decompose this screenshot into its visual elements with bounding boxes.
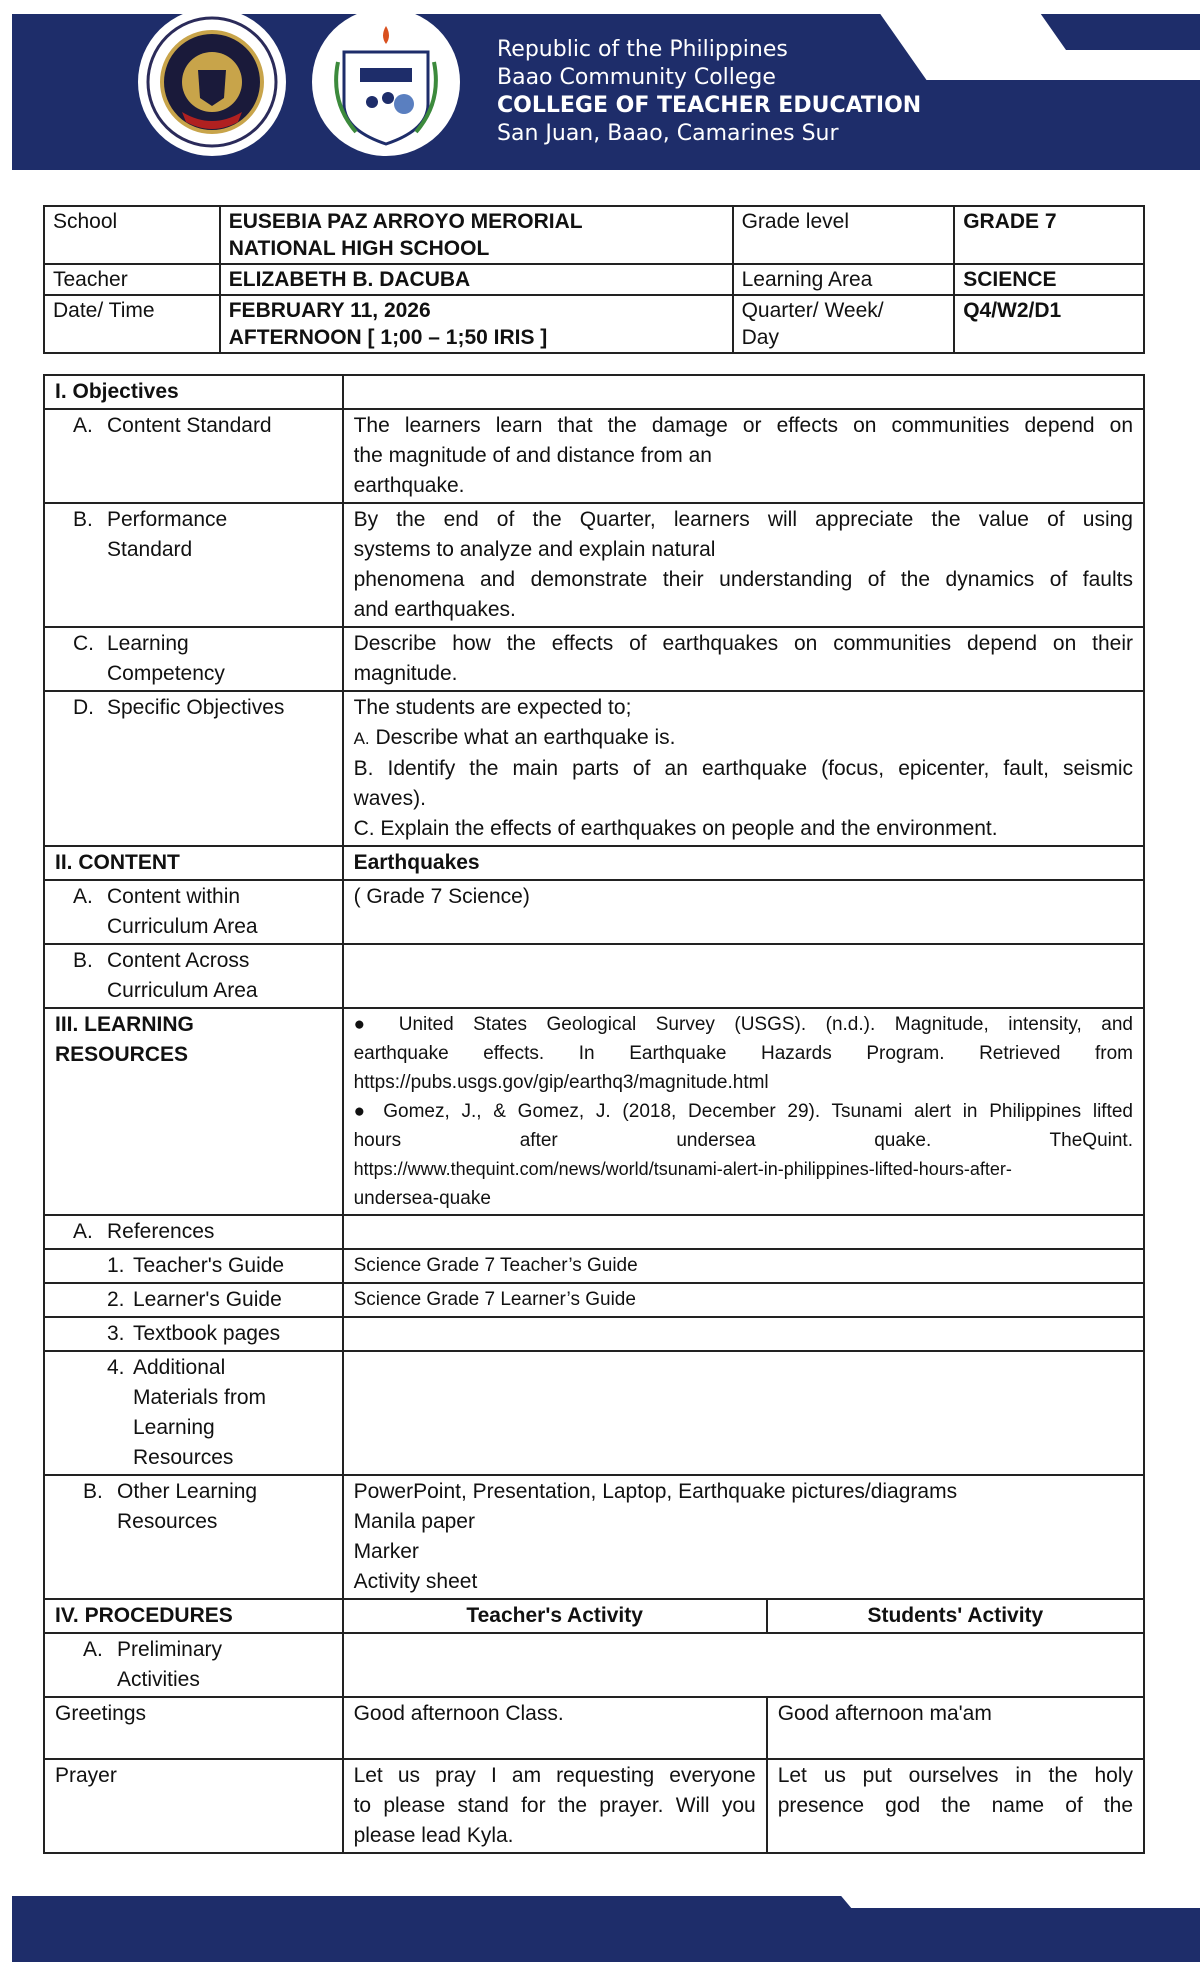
label-line: Resources	[133, 1446, 234, 1469]
item-letter: A.	[73, 1220, 93, 1243]
label-line: Resources	[117, 1510, 218, 1533]
quarter-value: Q4/W2/D1	[954, 295, 1144, 353]
item-label: Specific Objectives	[107, 696, 285, 719]
specific-objectives-text	[343, 691, 1144, 846]
additional-materials-label	[44, 1351, 343, 1475]
text-line: phenomena and demonstrate their understanding of the dynamics of faults	[353, 568, 1133, 591]
procedures-heading: IV. PROCEDURES	[44, 1599, 343, 1633]
content-across-label	[44, 944, 343, 1008]
school-label: School	[44, 206, 220, 264]
label-line: Preliminary	[117, 1638, 223, 1661]
area-label: Learning Area	[733, 264, 955, 295]
institution-heading	[497, 36, 921, 148]
other-resources-label	[44, 1475, 343, 1599]
text-line: systems to analyze and explain natural	[353, 538, 716, 561]
citation-line: earthquake effects. In Earthquake Hazards Program. Retrieved from	[353, 1043, 1133, 1064]
item-letter: B.	[73, 949, 93, 972]
procedures-header-row	[44, 1599, 1144, 1633]
college-of-education-logo	[312, 8, 460, 156]
text-line: the magnitude of and distance from an	[353, 444, 712, 467]
grade-value: GRADE 7	[954, 206, 1144, 264]
item-number: 1.	[107, 1254, 125, 1277]
label-line: Curriculum Area	[107, 915, 258, 938]
teacher-activity-header: Teacher's Activity	[343, 1599, 767, 1633]
item-number: 4.	[107, 1356, 125, 1379]
lesson-plan-table	[43, 374, 1145, 1854]
prayer-teacher	[343, 1759, 767, 1853]
teachers-guide-value: Science Grade 7 Teacher’s Guide	[343, 1249, 1144, 1283]
learners-guide-label	[44, 1283, 343, 1317]
learning-competency-row	[44, 627, 1144, 691]
learners-guide-row	[44, 1283, 1144, 1317]
learning-resources-heading	[44, 1008, 343, 1215]
item-letter: A.	[73, 885, 93, 908]
content-standard-text	[343, 409, 1144, 503]
label-line: Standard	[107, 538, 193, 561]
item-label	[107, 505, 227, 565]
specific-objectives-row	[44, 691, 1144, 846]
footer-accent	[833, 1896, 1200, 1908]
college-name-line: Baao Community College	[497, 65, 776, 90]
label-line: Performance	[107, 508, 228, 531]
label-line: Content within	[107, 885, 241, 908]
teachers-guide-label	[44, 1249, 343, 1283]
item-letter: B.	[73, 508, 93, 531]
label-line: Materials from	[133, 1386, 267, 1409]
quarter-label-line: Day	[741, 326, 779, 349]
item-label	[107, 946, 258, 1006]
label-line: Competency	[107, 662, 225, 685]
content-across-value	[343, 944, 1144, 1008]
learners-guide-value: Science Grade 7 Learner’s Guide	[343, 1283, 1144, 1317]
objectives-heading: I. Objectives	[44, 375, 343, 409]
label-line: Learning	[107, 632, 189, 655]
label-line: Content Across	[107, 949, 250, 972]
label-line: Other Learning	[117, 1480, 258, 1503]
greetings-row	[44, 1697, 1144, 1759]
item-letter: A.	[83, 1638, 103, 1661]
preliminary-label	[44, 1633, 343, 1697]
item-number: 2.	[107, 1288, 125, 1311]
label-line: Learning	[133, 1416, 215, 1439]
grade-label: Grade level	[733, 206, 955, 264]
resource-item: Marker	[353, 1540, 419, 1563]
greetings-label: Greetings	[44, 1697, 343, 1759]
student-activity-header: Students' Activity	[767, 1599, 1144, 1633]
content-within-label	[44, 880, 343, 944]
department-line: COLLEGE OF TEACHER EDUCATION	[497, 93, 922, 118]
heading-line: RESOURCES	[55, 1043, 189, 1066]
text-line: By the end of the Quarter, learners will appreciate the value of using	[353, 508, 1133, 531]
other-resources-row	[44, 1475, 1144, 1599]
resource-item: Activity sheet	[353, 1570, 478, 1593]
item-letter: B.	[83, 1480, 103, 1503]
performance-standard-row	[44, 503, 1144, 627]
preliminary-empty	[343, 1633, 1144, 1697]
learning-competency-text	[343, 627, 1144, 691]
label-line: Activities	[117, 1668, 200, 1691]
item-label	[107, 882, 258, 942]
area-value: SCIENCE	[954, 264, 1144, 295]
item-label: Content Standard	[107, 414, 272, 437]
baao-community-college-logo	[138, 8, 286, 156]
time-value-line: AFTERNOON [ 1;00 – 1;50 IRIS ]	[228, 326, 548, 349]
objectives-empty	[343, 375, 1144, 409]
textbook-pages-label	[44, 1317, 343, 1351]
content-within-value: ( Grade 7 Science)	[343, 880, 1144, 944]
text-line: please lead Kyla.	[353, 1824, 514, 1847]
text-line: Let us put ourselves in the holy	[777, 1764, 1133, 1787]
text-line: The students are expected to;	[353, 696, 632, 719]
heading-line: III. LEARNING	[55, 1013, 194, 1036]
item-label	[133, 1353, 266, 1473]
text-line: magnitude.	[353, 662, 458, 685]
references-label	[44, 1215, 343, 1249]
item-label: Teacher's Guide	[133, 1254, 285, 1277]
teacher-label: Teacher	[44, 264, 220, 295]
lesson-info-table	[43, 205, 1145, 354]
teachers-guide-row	[44, 1249, 1144, 1283]
item-number: 3.	[107, 1322, 125, 1345]
quarter-label	[733, 295, 955, 353]
content-row	[44, 846, 1144, 880]
prayer-row	[44, 1759, 1144, 1853]
date-value	[220, 295, 733, 353]
specific-objectives-label	[44, 691, 343, 846]
item-label: Learner's Guide	[133, 1288, 282, 1311]
objectives-row	[44, 375, 1144, 409]
textbook-pages-value	[343, 1317, 1144, 1351]
additional-materials-row	[44, 1351, 1144, 1475]
text-line: and earthquakes.	[353, 598, 516, 621]
content-across-row	[44, 944, 1144, 1008]
text-line: C. Explain the effects of earthquakes on people and the environment.	[353, 817, 998, 840]
content-topic: Earthquakes	[343, 846, 1144, 880]
citation-line: ● United States Geological Survey (USGS). (n.d.). Magnitude, intensity, and	[353, 1014, 1133, 1035]
footer-banner	[12, 1896, 1200, 1962]
text-line: B. Identify the main parts of an earthquake (focus, epicenter, fault, seismic	[353, 757, 1133, 780]
banner-accent-stripe	[1038, 14, 1200, 50]
resource-item: Manila paper	[353, 1510, 475, 1533]
date-value-line: FEBRUARY 11, 2026	[228, 299, 431, 322]
date-label: Date/ Time	[44, 295, 220, 353]
item-letter: A.	[73, 414, 93, 437]
text-line: to please stand for the prayer. Will you	[353, 1794, 756, 1817]
greetings-teacher: Good afternoon Class.	[343, 1697, 767, 1759]
item-letter: C.	[73, 632, 94, 655]
content-heading: II. CONTENT	[44, 846, 343, 880]
text-line: waves).	[353, 787, 426, 810]
text-line: Let us pray I am requesting everyone	[353, 1764, 756, 1787]
content-within-row	[44, 880, 1144, 944]
teacher-value: ELIZABETH B. DACUBA	[220, 264, 733, 295]
other-resources-list	[343, 1475, 1144, 1599]
learning-resources-citations	[343, 1008, 1144, 1215]
label-line: Curriculum Area	[107, 979, 258, 1002]
school-value	[220, 206, 733, 264]
school-value-line: NATIONAL HIGH SCHOOL	[228, 237, 490, 260]
text-line: The learners learn that the damage or effects on communities depend on	[353, 414, 1133, 437]
item-label: Textbook pages	[133, 1322, 281, 1345]
label-line: Additional	[133, 1356, 226, 1379]
prayer-label: Prayer	[44, 1759, 343, 1853]
performance-standard-label	[44, 503, 343, 627]
text-line	[354, 723, 1133, 754]
item-label	[117, 1477, 257, 1537]
item-label: References	[107, 1220, 215, 1243]
learning-resources-row	[44, 1008, 1144, 1215]
text-line: earthquake.	[353, 474, 465, 497]
citation-line: https://www.thequint.com/news/world/tsunami-alert-in-philippines-lifted-hours-after-	[353, 1159, 1012, 1179]
references-empty	[343, 1215, 1144, 1249]
preliminary-row	[44, 1633, 1144, 1697]
address-line: San Juan, Baao, Camarines Sur	[497, 121, 839, 146]
performance-standard-text	[343, 503, 1144, 627]
greetings-student: Good afternoon ma'am	[767, 1697, 1144, 1759]
additional-materials-value	[343, 1351, 1144, 1475]
content-standard-row	[44, 409, 1144, 503]
school-value-line: EUSEBIA PAZ ARROYO MERORIAL	[228, 210, 583, 233]
text-line: presence god the name of the	[777, 1794, 1133, 1817]
quarter-label-line: Quarter/ Week/	[741, 299, 884, 322]
text-line: Describe how the effects of earthquakes on communities depend on their	[353, 632, 1133, 655]
objective-letter: A.	[353, 729, 370, 748]
item-label	[117, 1635, 222, 1695]
item-label	[107, 629, 225, 689]
citation-line: hours after undersea quake. TheQuint.	[353, 1130, 1133, 1151]
republic-line: Republic of the Philippines	[497, 37, 788, 62]
citation-line: https://pubs.usgs.gov/gip/earthq3/magnitude.html	[353, 1072, 769, 1093]
objective-text: Describe what an earthquake is.	[369, 726, 676, 749]
references-row	[44, 1215, 1144, 1249]
item-letter: D.	[73, 696, 94, 719]
resource-item: PowerPoint, Presentation, Laptop, Earthquake pictures/diagrams	[353, 1480, 958, 1503]
prayer-student	[767, 1759, 1144, 1853]
textbook-pages-row	[44, 1317, 1144, 1351]
learning-competency-label	[44, 627, 343, 691]
citation-line: undersea-quake	[353, 1188, 491, 1209]
citation-line: ● Gomez, J., & Gomez, J. (2018, December 29). Tsunami alert in Philippines lifted	[353, 1101, 1133, 1122]
content-standard-label	[44, 409, 343, 503]
